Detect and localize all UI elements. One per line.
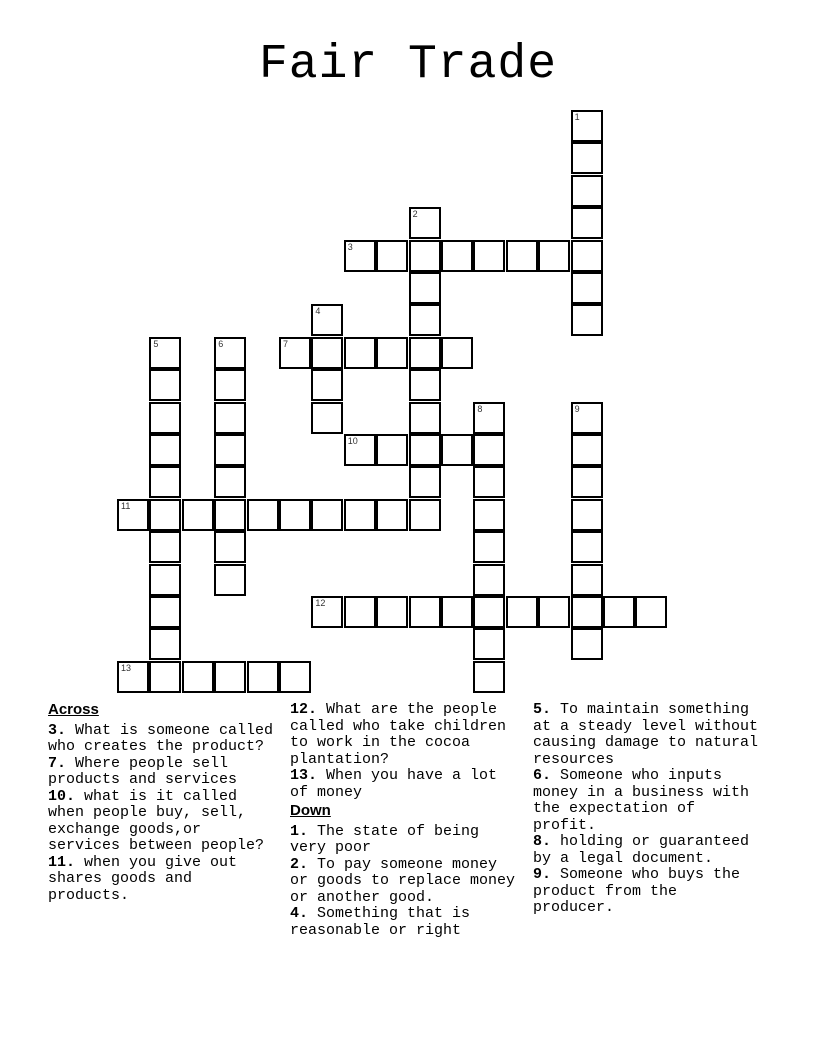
grid-cell[interactable]	[409, 434, 441, 466]
grid-cell[interactable]	[473, 434, 505, 466]
puzzle-title: Fair Trade	[258, 38, 558, 92]
cell-number: 5	[153, 338, 159, 349]
clue-text: What is someone called who creates the product?	[48, 721, 274, 755]
clue-text: What are the people called who take children to work in the cocoa plantation?	[290, 701, 507, 768]
clue-number: 2.	[290, 855, 309, 873]
grid-cell[interactable]	[571, 175, 603, 207]
grid-cell[interactable]	[149, 466, 181, 498]
grid-cell[interactable]	[571, 142, 603, 174]
grid-cell[interactable]	[473, 596, 505, 628]
grid-cell[interactable]	[344, 240, 376, 272]
grid-cell[interactable]	[473, 564, 505, 596]
grid-cell[interactable]	[149, 661, 181, 693]
grid-cell[interactable]	[182, 661, 214, 693]
grid-cell[interactable]	[473, 531, 505, 563]
clue-number: 5.	[533, 701, 552, 718]
clue-column-2	[290, 702, 522, 939]
grid-cell[interactable]	[571, 304, 603, 336]
grid-cell[interactable]	[149, 499, 181, 531]
clue-across-10	[48, 789, 280, 855]
grid-cell[interactable]	[441, 240, 473, 272]
grid-cell[interactable]	[214, 499, 246, 531]
grid-cell[interactable]	[376, 596, 408, 628]
grid-cell[interactable]	[214, 434, 246, 466]
grid-cell[interactable]	[409, 272, 441, 304]
grid-cell[interactable]	[409, 499, 441, 531]
grid-cell[interactable]	[344, 337, 376, 369]
grid-cell[interactable]	[149, 434, 181, 466]
grid-cell[interactable]	[473, 402, 505, 434]
grid-cell[interactable]	[571, 434, 603, 466]
grid-cell[interactable]	[506, 240, 538, 272]
clue-down-1	[290, 824, 522, 857]
grid-cell[interactable]	[149, 531, 181, 563]
grid-cell[interactable]	[473, 661, 505, 693]
clue-number: 3.	[48, 721, 67, 739]
grid-cell[interactable]	[473, 466, 505, 498]
clue-number: 9.	[533, 866, 552, 883]
grid-cell[interactable]	[571, 564, 603, 596]
clue-text: The state of being very poor	[290, 822, 480, 856]
clue-text: Someone who inputs money in a business with the expectation of profit.	[533, 767, 750, 834]
cell-number: 10	[347, 436, 358, 446]
clue-across-7	[48, 756, 280, 789]
grid-cell[interactable]	[279, 661, 311, 693]
cell-number: 8	[477, 403, 483, 414]
grid-cell[interactable]	[311, 337, 343, 369]
grid-cell[interactable]	[149, 402, 181, 434]
grid-cell[interactable]	[279, 499, 311, 531]
grid-cell[interactable]	[279, 337, 311, 369]
grid-cell[interactable]	[311, 369, 343, 401]
grid-cell[interactable]	[409, 304, 441, 336]
cell-number: 1	[574, 112, 580, 122]
clue-down-9	[533, 867, 765, 917]
clue-text: Someone who buys the product from the producer.	[533, 866, 741, 916]
grid-cell[interactable]	[149, 628, 181, 660]
grid-cell[interactable]	[376, 240, 408, 272]
clue-text: what is it called when people buy, sell, exchange goods,or services between people?	[48, 787, 265, 854]
clue-number: 12.	[290, 701, 318, 718]
grid-cell[interactable]	[409, 240, 441, 272]
clue-down-8	[533, 834, 765, 867]
across-heading: Across	[48, 701, 99, 718]
grid-cell[interactable]	[344, 596, 376, 628]
clue-text: To pay someone money or goods to replace money or another good.	[290, 855, 516, 906]
clue-number: 11.	[48, 853, 76, 871]
grid-cell[interactable]	[117, 661, 149, 693]
clue-down-6	[533, 768, 765, 834]
clue-text: when you give out shares goods and products.	[48, 853, 238, 904]
grid-cell[interactable]	[571, 531, 603, 563]
grid-cell[interactable]	[571, 402, 603, 434]
grid-cell[interactable]	[344, 434, 376, 466]
cell-number: 7	[283, 338, 289, 349]
grid-cell[interactable]	[117, 499, 149, 531]
grid-cell[interactable]	[214, 402, 246, 434]
clue-across-3	[48, 723, 280, 756]
grid-cell[interactable]	[441, 434, 473, 466]
clue-down-5	[533, 702, 765, 768]
cell-number: 11	[121, 500, 131, 511]
grid-cell[interactable]	[214, 531, 246, 563]
grid-cell[interactable]	[571, 207, 603, 239]
grid-cell[interactable]	[149, 564, 181, 596]
grid-cell[interactable]	[376, 434, 408, 466]
grid-cell[interactable]	[247, 499, 279, 531]
grid-cell[interactable]	[247, 661, 279, 693]
grid-cell[interactable]	[149, 596, 181, 628]
clue-text: Where people sell products and services	[48, 754, 238, 788]
grid-cell[interactable]	[571, 466, 603, 498]
grid-cell[interactable]	[409, 596, 441, 628]
grid-cell[interactable]	[538, 240, 570, 272]
grid-cell[interactable]	[376, 499, 408, 531]
cell-number: 13	[121, 662, 132, 673]
cell-number: 6	[218, 338, 224, 349]
cell-number: 9	[574, 403, 580, 414]
clue-down-4	[290, 906, 522, 939]
grid-cell[interactable]	[409, 207, 441, 239]
down-heading: Down	[290, 802, 331, 819]
grid-cell[interactable]	[214, 564, 246, 596]
cell-number: 12	[315, 598, 326, 608]
clue-down-2	[290, 857, 522, 907]
clue-text: To maintain something at a steady level without causing damage to natural resources	[533, 701, 759, 768]
clue-column-3	[533, 702, 765, 917]
cell-number: 3	[347, 241, 353, 252]
grid-cell[interactable]	[409, 337, 441, 369]
grid-cell[interactable]	[473, 499, 505, 531]
grid-cell[interactable]	[409, 466, 441, 498]
grid-cell[interactable]	[311, 596, 343, 628]
grid-cell[interactable]	[441, 596, 473, 628]
grid-cell[interactable]	[311, 304, 343, 336]
clue-across-12	[290, 702, 522, 768]
clue-number: 10.	[48, 787, 76, 805]
grid-cell[interactable]	[571, 499, 603, 531]
grid-cell[interactable]	[409, 402, 441, 434]
grid-cell[interactable]	[571, 272, 603, 304]
grid-cell[interactable]	[311, 402, 343, 434]
grid-cell[interactable]	[182, 499, 214, 531]
grid-cell[interactable]	[571, 240, 603, 272]
grid-cell[interactable]	[473, 628, 505, 660]
clue-number: 4.	[290, 905, 309, 922]
grid-cell[interactable]	[571, 110, 603, 142]
grid-cell[interactable]	[344, 499, 376, 531]
grid-cell[interactable]	[441, 337, 473, 369]
grid-cell[interactable]	[571, 596, 603, 628]
grid-cell[interactable]	[603, 596, 635, 628]
clue-number: 7.	[48, 754, 67, 772]
clue-number: 1.	[290, 822, 309, 840]
clue-across-11	[48, 855, 280, 905]
clue-text: Something that is reasonable or right	[290, 905, 471, 939]
clue-number: 8.	[533, 833, 552, 850]
grid-cell[interactable]	[409, 369, 441, 401]
clue-text: holding or guaranteed by a legal document.	[533, 833, 750, 867]
cell-number: 2	[412, 209, 418, 220]
grid-cell[interactable]	[214, 466, 246, 498]
grid-cell[interactable]	[571, 628, 603, 660]
grid-cell[interactable]	[635, 596, 667, 628]
grid-cell[interactable]	[214, 337, 246, 369]
clue-text: When you have a lot of money	[290, 767, 498, 801]
grid-cell[interactable]	[376, 337, 408, 369]
cell-number: 4	[315, 306, 321, 317]
grid-cell[interactable]	[473, 240, 505, 272]
clue-column-1	[48, 702, 280, 904]
clue-across-13	[290, 768, 522, 801]
grid-cell[interactable]	[538, 596, 570, 628]
clue-number: 6.	[533, 767, 552, 784]
grid-cell[interactable]	[214, 369, 246, 401]
grid-cell[interactable]	[149, 369, 181, 401]
grid-cell[interactable]	[149, 337, 181, 369]
grid-cell[interactable]	[506, 596, 538, 628]
grid-cell[interactable]	[214, 661, 246, 693]
grid-cell[interactable]	[311, 499, 343, 531]
clue-number: 13.	[290, 767, 318, 784]
